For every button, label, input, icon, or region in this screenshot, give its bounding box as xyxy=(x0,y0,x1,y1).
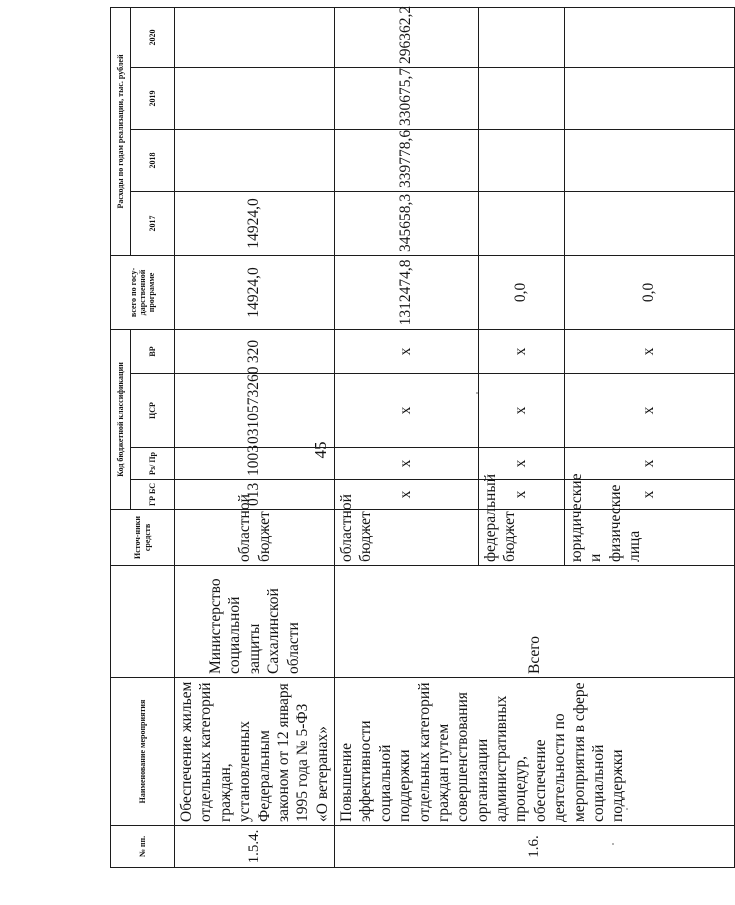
row-vr: х xyxy=(335,329,479,373)
row-grbs: х xyxy=(565,480,735,510)
row-y2017: 345658,3 xyxy=(335,191,479,255)
row-total: 0,0 xyxy=(479,255,565,329)
row-csr: х xyxy=(335,374,479,448)
header-year-2020: 2020 xyxy=(131,7,175,67)
row-total: 14924,0 xyxy=(175,255,335,329)
row-vr: 320 xyxy=(175,329,335,373)
header-budget-code: Код бюджетной классификации xyxy=(111,329,131,509)
row-y2018 xyxy=(479,129,565,191)
row-rzpr: 1003 xyxy=(175,448,335,480)
header-source: Источ-ники средств xyxy=(111,510,175,566)
header-vr: ВР xyxy=(131,329,175,373)
row-grbs: х xyxy=(479,480,565,510)
row-csr: х xyxy=(479,374,565,448)
header-executor xyxy=(111,566,175,678)
row-y2019: 330675,7 xyxy=(335,67,479,129)
row-num: 1.6. xyxy=(335,826,735,868)
header-total: всего по госу-дарственной программе xyxy=(111,255,175,329)
scan-speck xyxy=(626,808,628,810)
rotated-table-container xyxy=(110,5,720,868)
row-num: 1.5.4. xyxy=(175,826,335,868)
row-vr: х xyxy=(565,329,735,373)
header-csr: ЦСР xyxy=(131,374,175,448)
row-y2018 xyxy=(175,129,335,191)
row-y2019 xyxy=(175,67,335,129)
row-y2018 xyxy=(565,129,735,191)
row-name: Обеспечение жильем отдельных категорий граждан, установленных Федеральным законом от 12 января 1995 года № 5-ФЗ «О ветеранах» xyxy=(175,678,335,826)
row-executor: Всего xyxy=(335,566,735,678)
header-expenses: Расходы по годам реализации, тыс. рублей xyxy=(111,7,131,255)
row-executor: Министерство социальной защиты Сахалинской области xyxy=(175,566,335,678)
row-y2019 xyxy=(479,67,565,129)
header-year-2018: 2018 xyxy=(131,129,175,191)
row-y2019 xyxy=(565,67,735,129)
page-number: 45 xyxy=(311,441,330,459)
table-row xyxy=(175,7,335,867)
table-row xyxy=(335,7,479,867)
row-y2020: 296362,2 xyxy=(335,7,479,67)
row-y2017: 14924,0 xyxy=(175,191,335,255)
row-source: федеральный бюджет xyxy=(479,510,565,566)
row-rzpr: х xyxy=(479,448,565,480)
row-y2020 xyxy=(565,7,735,67)
header-row-top xyxy=(111,7,131,867)
row-source: областной бюджет xyxy=(175,510,335,566)
row-csr: 0310573260 xyxy=(175,374,335,448)
row-name: Повышение эффективности социальной поддержки отдельных категорий граждан путем совершенствования организации административных процедур, обеспечение деятельности по мероприятия в сфере социальной поддержки xyxy=(335,678,735,826)
row-vr: х xyxy=(479,329,565,373)
row-source: юридические и физические лица xyxy=(565,510,735,566)
row-total: 0,0 xyxy=(565,255,735,329)
header-rzpr: Рз/ Пр xyxy=(131,448,175,480)
row-y2020 xyxy=(175,7,335,67)
header-num: № пп. xyxy=(111,826,175,868)
scan-speck xyxy=(476,392,478,394)
header-year-2017: 2017 xyxy=(131,191,175,255)
row-y2017 xyxy=(479,191,565,255)
row-rzpr: х xyxy=(335,448,479,480)
header-year-2019: 2019 xyxy=(131,67,175,129)
row-y2020 xyxy=(479,7,565,67)
row-csr: х xyxy=(565,374,735,448)
header-name: Наименование мероприятия xyxy=(111,678,175,826)
row-total: 1312474,8 xyxy=(335,255,479,329)
row-source: областной бюджет xyxy=(335,510,479,566)
row-y2018: 339778,6 xyxy=(335,129,479,191)
row-rzpr: х xyxy=(565,448,735,480)
header-grbs: ГР БС xyxy=(131,480,175,510)
row-y2017 xyxy=(565,191,735,255)
budget-table xyxy=(110,7,735,868)
row-grbs: 013 xyxy=(175,480,335,510)
row-grbs: х xyxy=(335,480,479,510)
scan-speck xyxy=(612,843,614,845)
